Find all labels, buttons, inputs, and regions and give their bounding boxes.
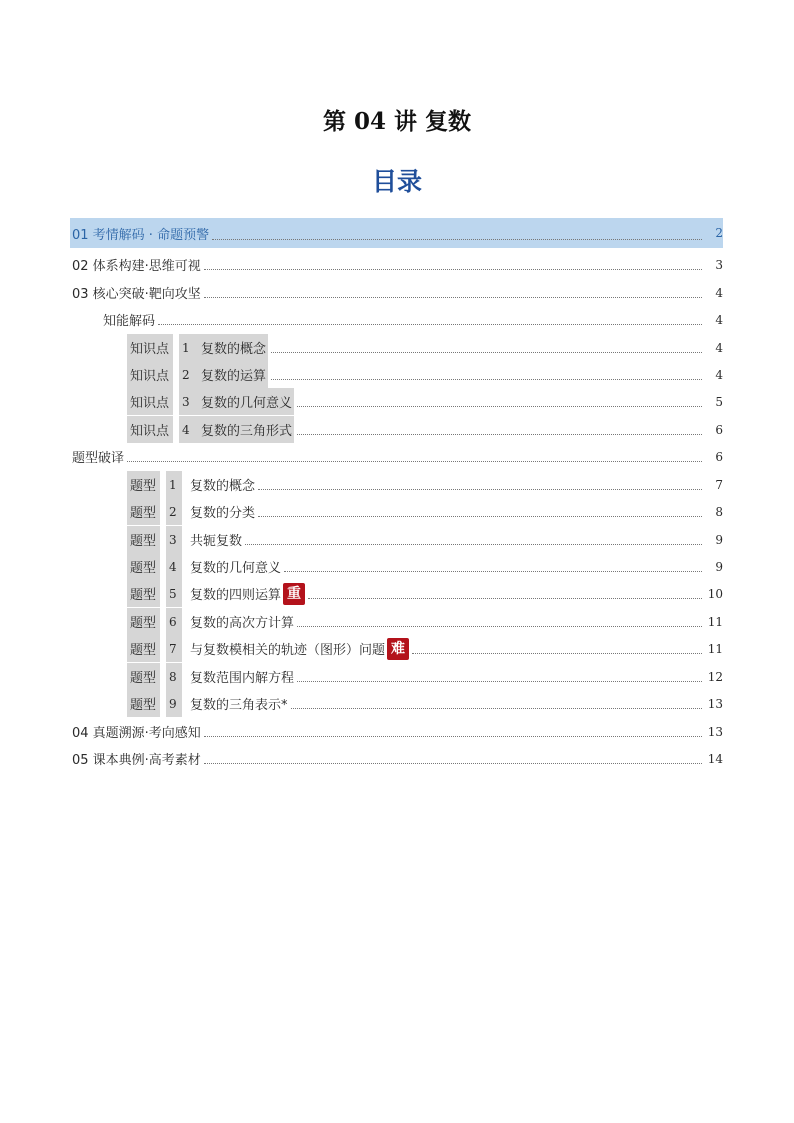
toc-entry-prefix: 知识点 (127, 334, 173, 361)
toc-entry-type-7[interactable] (70, 635, 723, 662)
toc-page-number: 2 (715, 226, 723, 240)
toc-entry-knowledge-3[interactable] (70, 388, 723, 415)
toc-leader-dots (291, 707, 702, 709)
toc-page-number: 4 (715, 340, 723, 355)
toc-entry-number: 4 (179, 416, 195, 443)
toc-page-number: 4 (715, 285, 723, 300)
document-title: 第 04 讲 复数 (322, 108, 472, 135)
toc-entry-type-3[interactable] (70, 526, 723, 553)
toc-leader-dots (297, 625, 702, 627)
toc-entry-label: 与复数模相关的轨迹（图形）问题 (190, 643, 386, 658)
toc-leader-dots (127, 460, 702, 462)
toc-entry-prefix: 题型 (127, 608, 160, 635)
toc-page-number: 12 (707, 669, 723, 684)
toc-entry-label: 复数范围内解方程 (190, 671, 295, 686)
toc-entry-label: 复数的分类 (190, 506, 256, 521)
toc-page-number: 3 (715, 257, 723, 272)
toc-entry-label: 复数的高次方计算 (190, 616, 295, 631)
toc-entry-02[interactable] (70, 251, 723, 278)
toc-page-number: 11 (707, 641, 723, 656)
toc-entry-prefix: 题型 (127, 690, 160, 717)
toc-entry-number: 1 (166, 471, 182, 498)
toc-entry-05[interactable] (70, 745, 723, 772)
toc-entry-type-5[interactable] (70, 580, 723, 607)
toc-entry-label: 题型破译 (72, 451, 125, 466)
toc-page-number: 6 (715, 449, 723, 464)
toc-leader-dots (297, 405, 702, 407)
toc-entry-number: 4 (166, 553, 182, 580)
toc-leader-dots (284, 570, 702, 572)
toc-entry-prefix: 题型 (127, 526, 160, 553)
toc-entry-number: 7 (166, 635, 182, 662)
toc-entry-type-9[interactable] (70, 690, 723, 717)
toc-leader-dots (258, 488, 702, 490)
toc-entry-number: 1 (179, 334, 195, 361)
toc-leader-dots (308, 597, 702, 599)
toc-entry-03[interactable] (70, 279, 723, 306)
toc-page-number: 8 (715, 504, 723, 519)
toc-entry-prefix: 题型 (127, 498, 160, 525)
toc-entry-01[interactable] (70, 218, 723, 248)
toc-entry-label: 02 体系构建·思维可视 (72, 259, 201, 274)
toc-entry-label: 复数的三角表示* (190, 698, 288, 713)
toc-entry-prefix: 知识点 (127, 388, 173, 415)
toc-entry-prefix: 知识点 (127, 361, 173, 388)
toc-page-number: 9 (715, 559, 723, 574)
toc-page-number: 14 (707, 751, 723, 766)
toc-entry-prefix: 题型 (127, 580, 160, 607)
toc-entry-number: 9 (166, 690, 182, 717)
toc-page-number: 11 (707, 614, 723, 629)
toc-page-number: 5 (715, 394, 723, 409)
toc-entry-label: 05 课本典例·高考素材 (72, 753, 201, 768)
toc-entry-label: 复数的概念 (190, 479, 256, 494)
toc-leader-dots (271, 378, 702, 380)
key-point-badge: 重 (283, 583, 305, 605)
toc-entry-label: 复数的几何意义 (195, 388, 294, 415)
toc-leader-dots (158, 323, 702, 325)
toc-entry-label: 04 真题溯源·考向感知 (72, 726, 201, 741)
toc-entry-knowledge-1[interactable] (70, 334, 723, 361)
difficult-badge: 难 (387, 638, 409, 660)
toc-entry-number: 8 (166, 663, 182, 690)
toc-entry-04[interactable] (70, 718, 723, 745)
toc-page-number: 7 (715, 477, 723, 492)
toc-leader-dots (204, 762, 702, 764)
toc-entry-number: 5 (166, 580, 182, 607)
toc-page-number: 13 (707, 724, 723, 739)
toc-page-number: 4 (715, 367, 723, 382)
toc-entry-label: 01 考情解码 · 命题预警 (72, 227, 210, 243)
toc-entry-zhineng[interactable] (70, 306, 723, 333)
toc-entry-type-6[interactable] (70, 608, 723, 635)
toc-entry-type-8[interactable] (70, 663, 723, 690)
toc-entry-label: 共轭复数 (190, 534, 243, 549)
toc-leader-dots (245, 543, 702, 545)
toc-entry-label: 知能解码 (103, 314, 156, 329)
toc-entry-type-4[interactable] (70, 553, 723, 580)
toc-leader-dots (412, 652, 702, 654)
toc-entry-number: 2 (166, 498, 182, 525)
toc-entry-label: 03 核心突破·靶向攻坚 (72, 287, 201, 302)
toc-entry-knowledge-2[interactable] (70, 361, 723, 388)
toc-entry-label: 复数的运算 (195, 361, 268, 388)
toc-leader-dots (297, 680, 702, 682)
toc-entry-tixing[interactable] (70, 443, 723, 470)
toc-entry-label: 复数的几何意义 (190, 561, 282, 576)
toc-entry-number: 6 (166, 608, 182, 635)
toc-entry-number: 3 (166, 526, 182, 553)
toc-leader-dots (204, 268, 702, 270)
toc-page-number: 13 (707, 696, 723, 711)
toc-entry-type-1[interactable] (70, 471, 723, 498)
toc-entry-type-2[interactable] (70, 498, 723, 525)
toc-page-number: 9 (715, 532, 723, 547)
toc-heading: 目录 (371, 167, 422, 196)
toc-entry-number: 2 (179, 361, 195, 388)
toc-page-number: 10 (707, 586, 723, 601)
toc-entry-prefix: 题型 (127, 471, 160, 498)
toc-entry-number: 3 (179, 388, 195, 415)
toc-leader-dots (212, 238, 702, 240)
toc-leader-dots (204, 296, 702, 298)
toc-leader-dots (204, 735, 702, 737)
toc-entry-label: 复数的三角形式 (195, 416, 294, 443)
toc-leader-dots (297, 433, 702, 435)
toc-entry-knowledge-4[interactable] (70, 416, 723, 443)
toc-page-number: 4 (715, 312, 723, 327)
toc-entry-label: 复数的概念 (195, 334, 268, 361)
toc-entry-prefix: 题型 (127, 553, 160, 580)
toc-entry-label: 复数的四则运算 (190, 588, 282, 603)
toc-page-number: 6 (715, 422, 723, 437)
toc-entry-prefix: 题型 (127, 635, 160, 662)
toc-entry-prefix: 知识点 (127, 416, 173, 443)
toc-entry-prefix: 题型 (127, 663, 160, 690)
toc-leader-dots (258, 515, 702, 517)
toc-leader-dots (271, 351, 702, 353)
